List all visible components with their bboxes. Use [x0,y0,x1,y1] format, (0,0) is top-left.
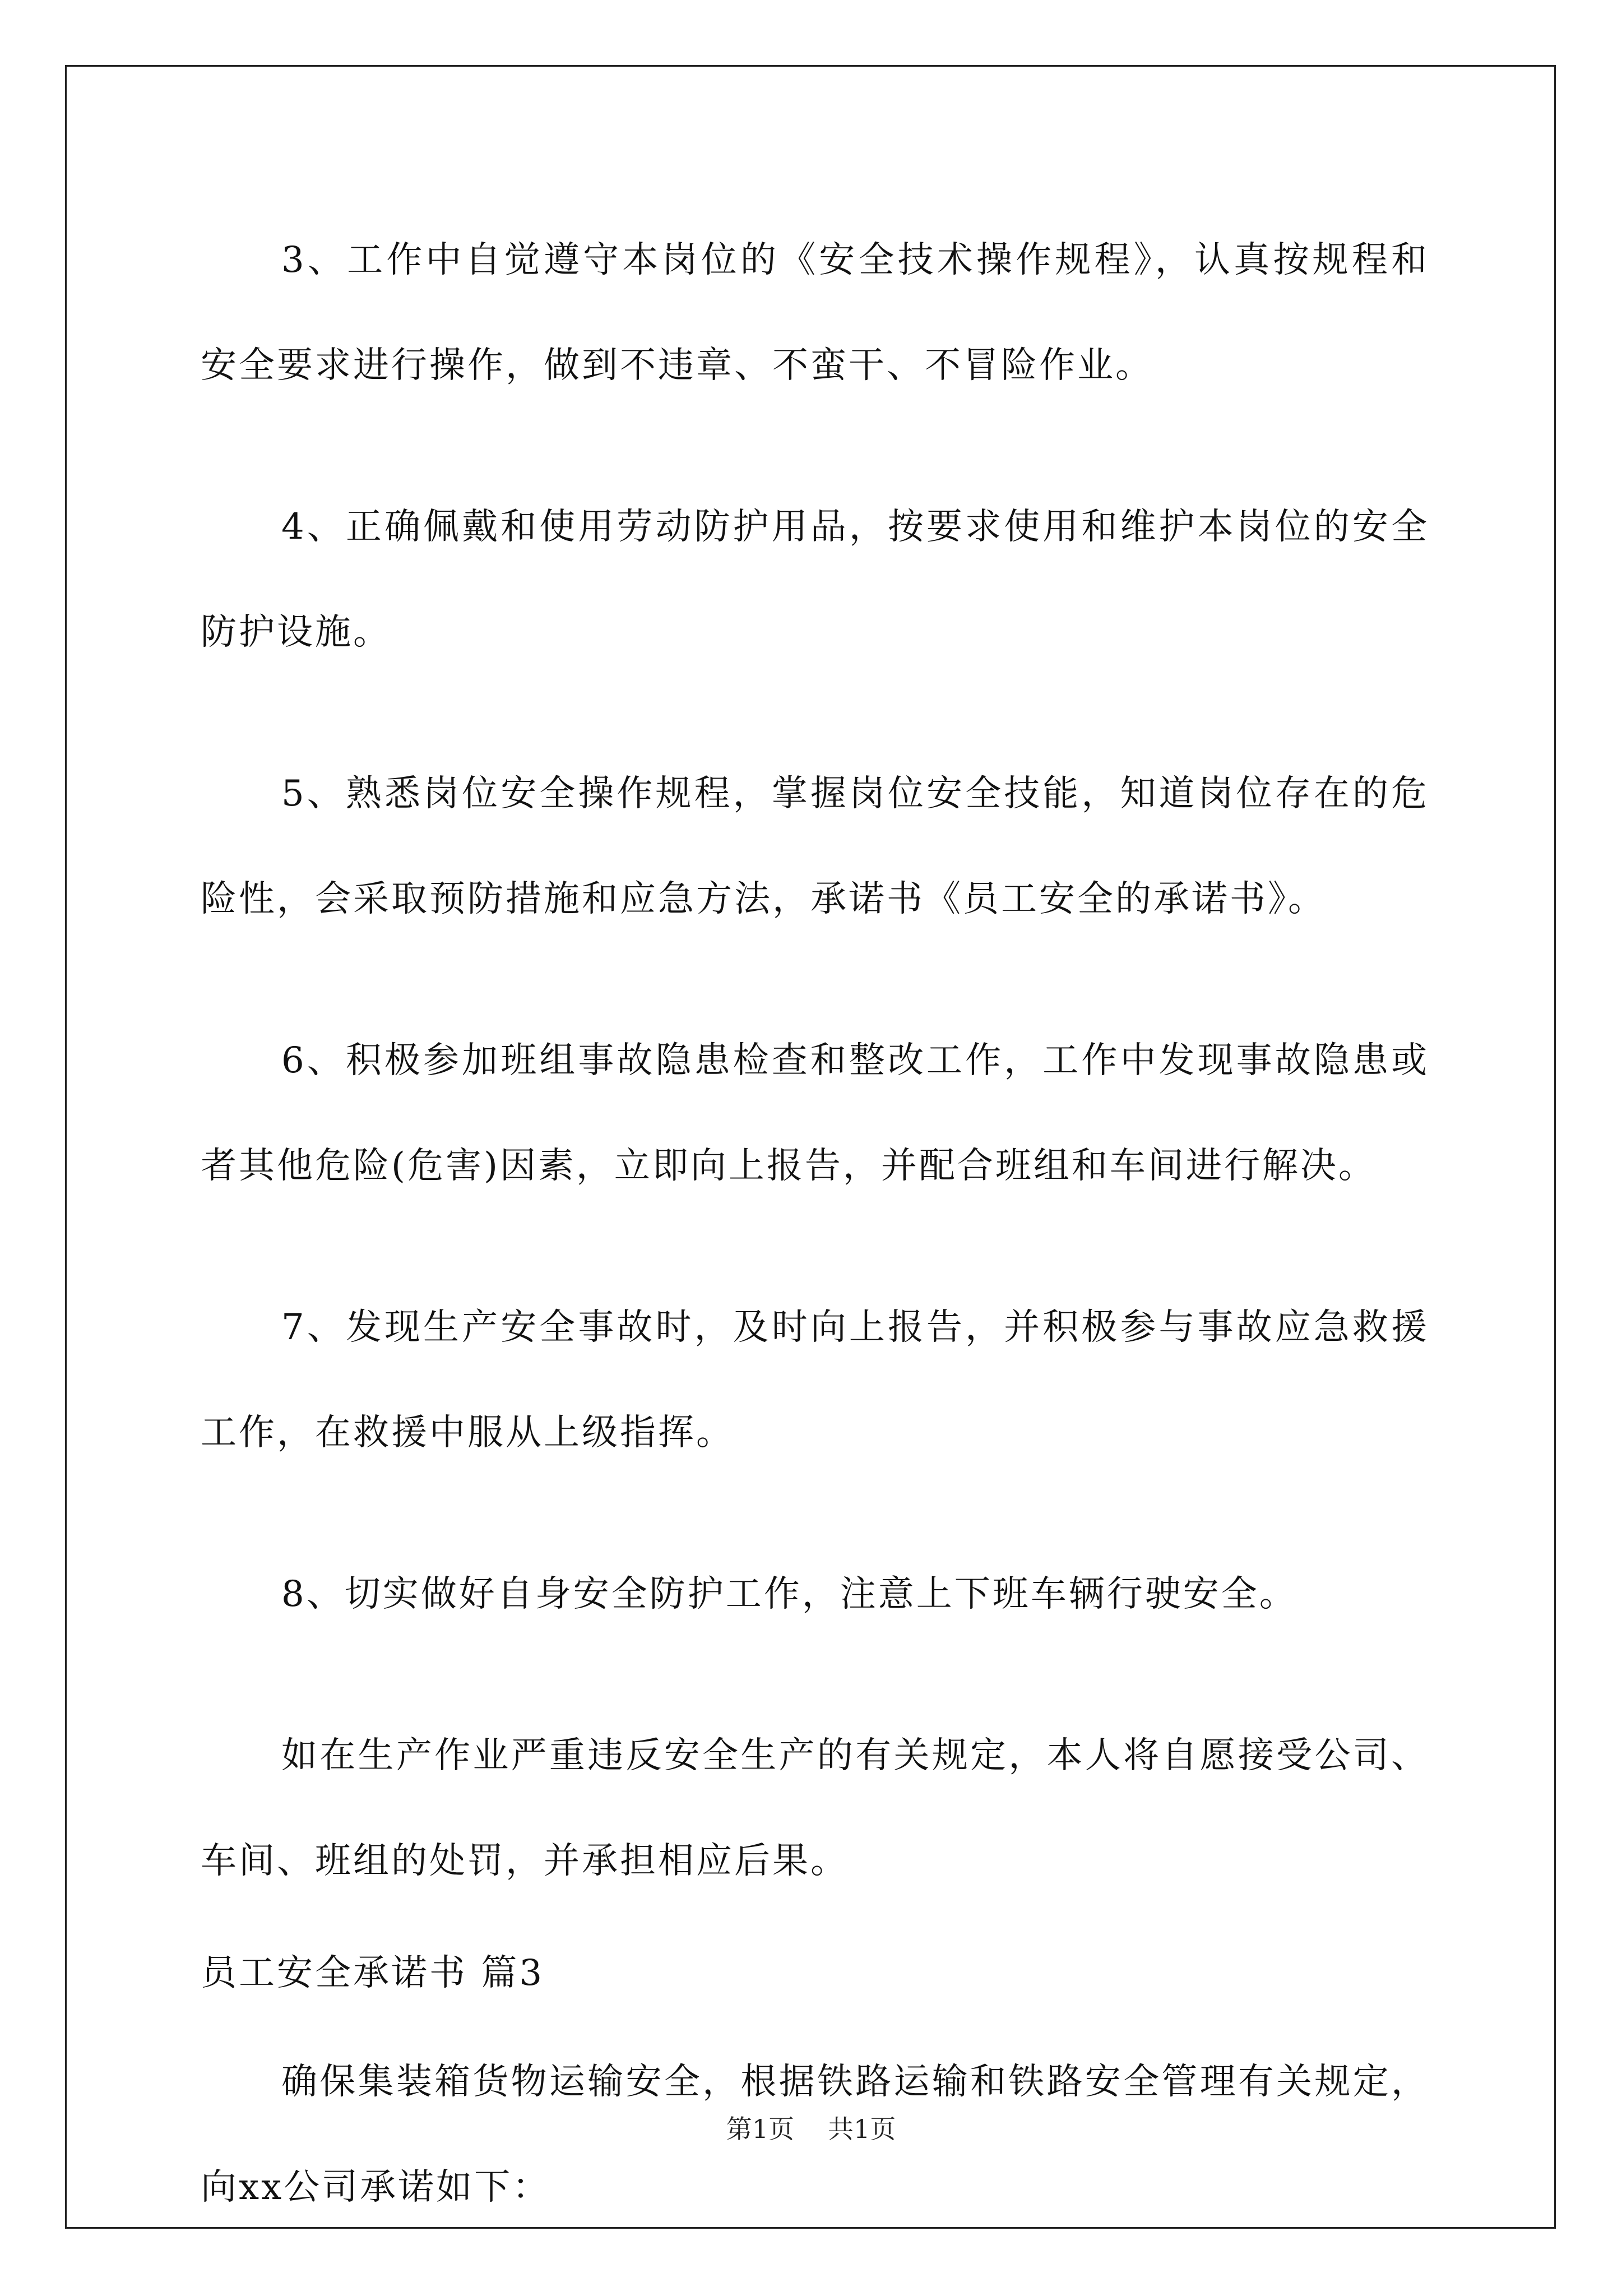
page-footer [0,2112,1622,2146]
clause-4: 4、正确佩戴和使用劳动防护用品，按要求使用和维护本岗位的安全防护设施。 [201,506,1429,653]
clause-7: 7、发现生产安全事故时，及时向上报告，并积极参与事故应急救援工作，在救援中服从上级指挥。 [201,1307,1429,1453]
section-intro: 确保集装箱货物运输安全，根据铁路运输和铁路安全管理有关规定，向xx公司承诺如下： [201,2061,1429,2208]
page-number: 第1页 [726,2114,794,2144]
document-body [201,207,1429,2296]
page-total: 共1页 [828,2114,896,2144]
clause-5: 5、熟悉岗位安全操作规程，掌握岗位安全技能，知道岗位存在的危险性，会采取预防措施和应急方法，承诺书《员工安全的承诺书》。 [201,773,1429,920]
clause-8: 8、切实做好自身安全防护工作，注意上下班车辆行驶安全。 [281,1573,1297,1615]
closing-statement: 如在生产作业严重违反安全生产的有关规定，本人将自愿接受公司、车间、班组的处罚，并承担相应后果。 [201,1735,1429,1882]
section-heading: 员工安全承诺书 篇3 [201,1952,545,1994]
clause-6: 6、积极参加班组事故隐患检查和整改工作，工作中发现事故隐患或者其他危险(危害)因素，立即向上报告，并配合班组和车间进行解决。 [201,1040,1429,1187]
clause-3: 3、工作中自觉遵守本岗位的《安全技术操作规程》，认真按规程和安全要求进行操作，做到不违章、不蛮干、不冒险作业。 [201,239,1429,386]
